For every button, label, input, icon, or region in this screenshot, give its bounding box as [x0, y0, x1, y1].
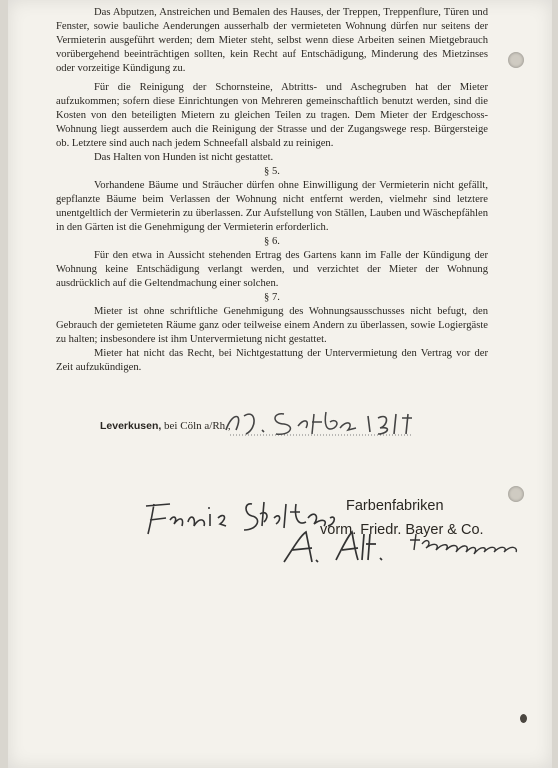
paper-speck [520, 714, 527, 723]
section-5-text: Vorhandene Bäume und Sträucher dürfen ohne Einwilligung der Vermieterin nicht gefällt, gepflanzte Bäume beim Verlassen der Wohnung nicht entfernt werden, vielmehr sind letztere unentgeltlich der Vermieterin zu überlassen. Zur Aufstellung von Ställen, Lauben und Wäschepfählen in den Gärten ist die Genehmigung der Vermieterin erforderlich. [56, 180, 488, 233]
punch-hole-bottom [508, 486, 524, 502]
contract-body [56, 6, 488, 375]
paragraph-cleaning: Für die Reinigung der Schornsteine, Abtritts- und Aschegruben hat der Mieter aufzukommen; sofern diese Einrichtungen von Mehreren gemeinschaftlich benutzt werden, sind die Kosten von den beteiligten Mietern zu gleichen Teilen zu tragen. Dem Mieter der Erdgeschoss-Wohnung liegt ausserdem auch die Reinigung der Strasse und der Zugangswege resp. Bürgersteige ob. Letztere sind auch nach jedem Schneefall alsbald zu reinigen. [56, 82, 488, 149]
city-name: Leverkusen, [100, 420, 162, 432]
section-7-text-1: Mieter ist ohne schriftliche Genehmigung des Wohnungsausschusses nicht befugt, den Gebrauch der gemieteten Räume ganz oder teilweise einem Andern zu überlassen, sowie Logiergäste zu halten; insbesondere ist ihm Untervermietung nicht gestattet. [56, 306, 488, 345]
paragraph-dogs: Das Halten von Hunden ist nicht gestattet. [94, 152, 274, 163]
initials-signature [278, 526, 398, 566]
section-5-heading: § 5. [264, 166, 280, 177]
handwritten-date [222, 404, 422, 438]
section-6-text: Für den etwa in Aussicht stehenden Ertrag des Gartens kann im Falle der Kündigung der Wohnung keine Entschädigung verlangt werden, und verzichtet der Mieter der Wohnung ausdrücklich auf die Geltendmachung einer solchen. [56, 250, 488, 289]
city-suffix: bei Cöln a/Rh., [161, 420, 231, 432]
paragraph-renovation: Das Abputzen, Anstreichen und Bemalen des Hauses, der Treppen, Treppenflure, Türen und Fenster, sowie bauliche Aenderungen ausserhalb der vermieteten Wohnung dürfen nur seitens der Vermieterin ausgeführt werden; dem Mieter steht, selbst wenn diese Arbeiten seinen Mietgebrauch vorübergehend beeinträchtigen sollten, kein Recht auf Entschädigung, Minderung des Mietzinses oder vorzeitige Kündigung zu. [56, 7, 488, 74]
punch-hole-top [508, 52, 524, 68]
company-line-1: Farbenfabriken [346, 498, 444, 514]
company-line-2: vorm. Friedr. Bayer & Co. [320, 522, 484, 538]
section-6-heading: § 6. [264, 236, 280, 247]
place-line [100, 420, 231, 432]
procura-signature [406, 528, 526, 558]
section-7-text-2: Mieter hat nicht das Recht, bei Nichtgestattung der Untervermietung den Vertrag vor der Zeit aufzukündigen. [56, 348, 488, 373]
section-7-heading: § 7. [264, 292, 280, 303]
